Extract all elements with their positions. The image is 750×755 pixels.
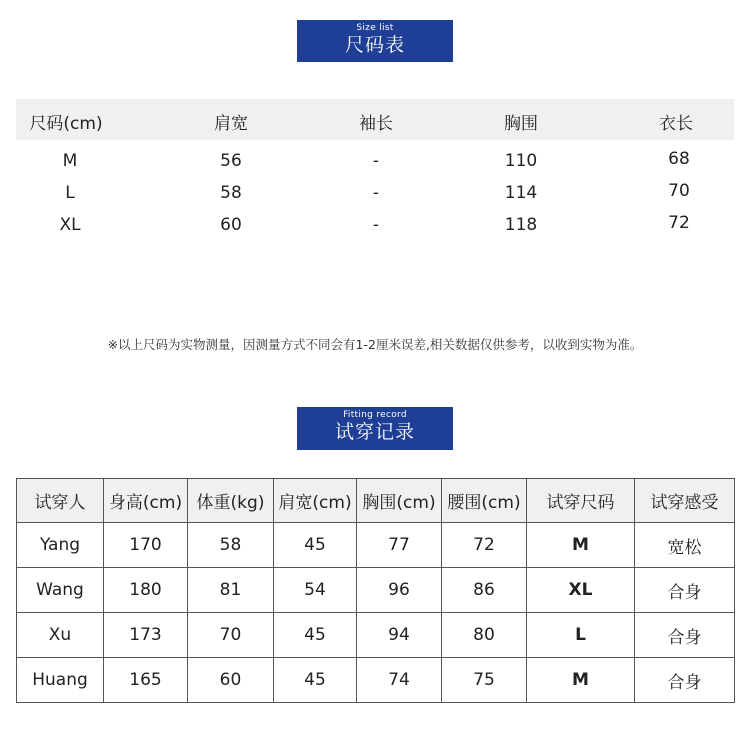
fitting-header-cell: 胸围(cm)	[357, 479, 442, 523]
size-cell: XL	[59, 215, 81, 235]
fitting-header-row	[17, 479, 735, 523]
fitting-cell: 54	[274, 568, 357, 613]
size-list-badge-en: Size list	[356, 23, 394, 33]
fitting-cell: 81	[188, 568, 274, 613]
size-table-header	[16, 99, 734, 140]
fitting-cell: 75	[442, 658, 527, 703]
fitting-feel-cell: 宽松	[635, 523, 735, 568]
fitting-size-cell: M	[527, 658, 635, 703]
size-cell: L	[65, 183, 75, 203]
fitting-header-cell: 身高(cm)	[104, 479, 188, 523]
fitting-cell: Xu	[17, 613, 104, 658]
size-cell: M	[62, 151, 78, 171]
fitting-cell: 170	[104, 523, 188, 568]
fitting-row	[17, 613, 735, 658]
fitting-table	[16, 478, 735, 703]
fitting-row	[17, 568, 735, 613]
fitting-header-cell: 肩宽(cm)	[274, 479, 357, 523]
size-cell: 58	[220, 183, 242, 203]
size-cell: 110	[504, 151, 538, 171]
fitting-cell: 45	[274, 523, 357, 568]
fitting-cell: Huang	[17, 658, 104, 703]
fitting-cell: 72	[442, 523, 527, 568]
fitting-header-cell: 体重(kg)	[188, 479, 274, 523]
fitting-header-cell: 试穿尺码	[527, 479, 635, 523]
size-cell: 68	[668, 149, 690, 169]
fitting-size-cell: XL	[527, 568, 635, 613]
size-cell: 70	[668, 181, 690, 201]
fitting-feel-cell: 合身	[635, 568, 735, 613]
fitting-cell: 74	[357, 658, 442, 703]
fitting-record-badge	[297, 407, 453, 450]
size-header-cell: 肩宽	[214, 114, 248, 134]
fitting-cell: 180	[104, 568, 188, 613]
fitting-row	[17, 658, 735, 703]
fitting-cell: 173	[104, 613, 188, 658]
size-cell: 56	[220, 151, 242, 171]
size-cell: -	[372, 183, 380, 203]
fitting-cell: 45	[274, 658, 357, 703]
fitting-cell: 165	[104, 658, 188, 703]
fitting-cell: 86	[442, 568, 527, 613]
fitting-feel-cell: 合身	[635, 658, 735, 703]
fitting-header-cell: 腰围(cm)	[442, 479, 527, 523]
fitting-feel-cell: 合身	[635, 613, 735, 658]
fitting-cell: 80	[442, 613, 527, 658]
fitting-cell: 77	[357, 523, 442, 568]
fitting-header-cell: 试穿感受	[635, 479, 735, 523]
size-cell: 114	[504, 183, 538, 203]
size-cell: -	[372, 151, 380, 171]
fitting-cell: 94	[357, 613, 442, 658]
size-header-cell: 袖长	[359, 114, 393, 134]
fitting-cell: 70	[188, 613, 274, 658]
size-list-badge-title: 尺码表	[344, 34, 405, 56]
fitting-header-cell: 试穿人	[17, 479, 104, 523]
size-header-cell: 胸围	[504, 114, 538, 134]
size-list-badge	[297, 20, 453, 62]
fitting-cell: 45	[274, 613, 357, 658]
fitting-record-badge-en: Fitting record	[343, 410, 407, 420]
measurement-note: ※以上尺码为实物测量，因测量方式不同会有1-2厘米误差,相关数据仅供参考，以收到实物为准。	[107, 337, 643, 352]
fitting-size-cell: M	[527, 523, 635, 568]
fitting-cell: Yang	[17, 523, 104, 568]
fitting-record-badge-title: 试穿记录	[334, 421, 415, 443]
size-cell: 72	[668, 213, 690, 233]
fitting-size-cell: L	[527, 613, 635, 658]
size-cell: -	[372, 215, 380, 235]
size-cell: 60	[220, 215, 242, 235]
size-header-cell: 衣长	[659, 114, 693, 134]
fitting-cell: 58	[188, 523, 274, 568]
size-header-cell: 尺码(cm)	[29, 114, 103, 134]
fitting-row	[17, 523, 735, 568]
fitting-cell: 96	[357, 568, 442, 613]
fitting-cell: 60	[188, 658, 274, 703]
size-cell: 118	[504, 215, 538, 235]
fitting-cell: Wang	[17, 568, 104, 613]
